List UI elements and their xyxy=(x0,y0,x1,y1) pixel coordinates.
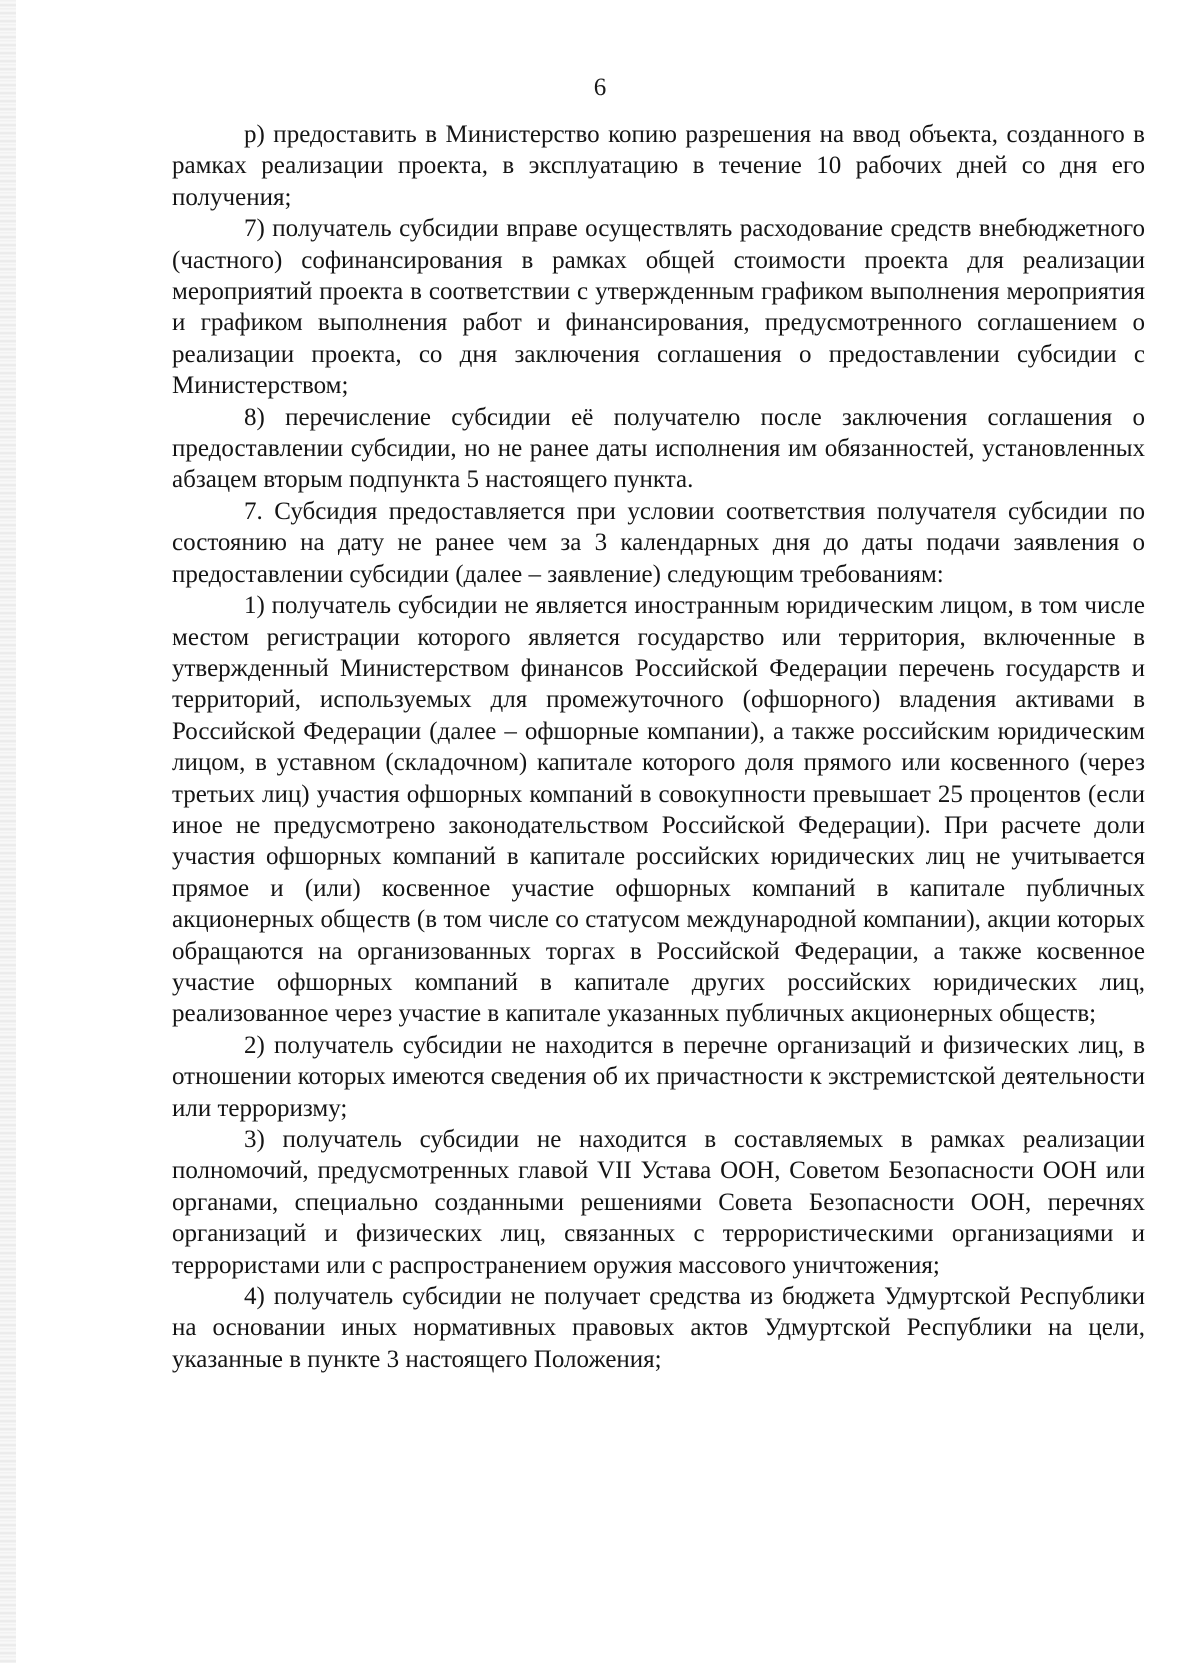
document-body xyxy=(172,119,1145,1375)
paragraph-requirement-1: 1) получатель субсидии не является иностранным юридическим лицом, в том числе местом регистрации которого является государство или территория, включенные в утвержденный Министерством финансов Российской Федерации перечень государств и территорий, используемых для промежуточного (офшорного) владения активами в Российской Федерации (далее – офшорные компании), а также российским юридическим лицом, в уставном (складочном) капитале которого доля прямого или косвенного (через третьих лиц) участия офшорных компаний в совокупности превышает 25 процентов (если иное не предусмотрено законодательством Российской Федерации). При расчете доли участия офшорных компаний в капитале российских юридических лиц не учитывается прямое и (или) косвенное участие офшорных компаний в капитале публичных акционерных обществ (в том числе со статусом международной компании), акции которых обращаются на организованных торгах в Российской Федерации, а также косвенное участие офшорных компаний в капитале других российских юридических лиц, реализованное через участие в капитале указанных публичных акционерных обществ; xyxy=(172,592,1145,1028)
paragraph-item-8: 8) перечисление субсидии её получателю после заключения соглашения о предоставлении субсидии, но не ранее даты исполнения им обязанностей, установленных абзацем вторым подпункта 5 настоящего пункта. xyxy=(172,403,1145,494)
paragraph-item-7: 7) получатель субсидии вправе осуществлять расходование средств внебюджетного (частного) софинансирования в рамках общей стоимости проекта для реализации мероприятий проекта в соответствии с утвержденным графиком выполнения мероприятия и графиком выполнения работ и финансирования, предусмотренного соглашением о реализации проекта, со дня заключения соглашения о предоставлении субсидии с Министерством; xyxy=(172,215,1145,400)
page-number: 6 xyxy=(593,74,607,101)
paragraph-point-7: 7. Субсидия предоставляется при условии соответствия получателя субсидии по состоянию на дату не ранее чем за 3 календарных дня до даты подачи заявления о предоставлении субсидии (далее – заявление) следующим требованиям: xyxy=(172,497,1145,588)
scan-edge-artifact xyxy=(0,0,16,1663)
paragraph-requirement-4: 4) получатель субсидии не получает средства из бюджета Удмуртской Республики на основании иных нормативных правовых актов Удмуртской Республики на цели, указанные в пункте 3 настоящего Положения; xyxy=(172,1283,1145,1373)
paragraph-item-r: р) предоставить в Министерство копию разрешения на ввод объекта, созданного в рамках реализации проекта, в эксплуатацию в течение 10 рабочих дней со дня его получения; xyxy=(172,121,1145,211)
paragraph-requirement-2: 2) получатель субсидии не находится в перечне организаций и физических лиц, в отношении которых имеются сведения об их причастности к экстремистской деятельности или терроризму; xyxy=(172,1031,1145,1122)
paragraph-requirement-3: 3) получатель субсидии не находится в составляемых в рамках реализации полномочий, предусмотренных главой VII Устава ООН, Советом Безопасности ООН или органами, специально созданными решениями Совета Безопасности ООН, перечнях организаций и физических лиц, связанных с террористическими организациями и террористами или с распространением оружия массового уничтожения; xyxy=(172,1126,1145,1279)
